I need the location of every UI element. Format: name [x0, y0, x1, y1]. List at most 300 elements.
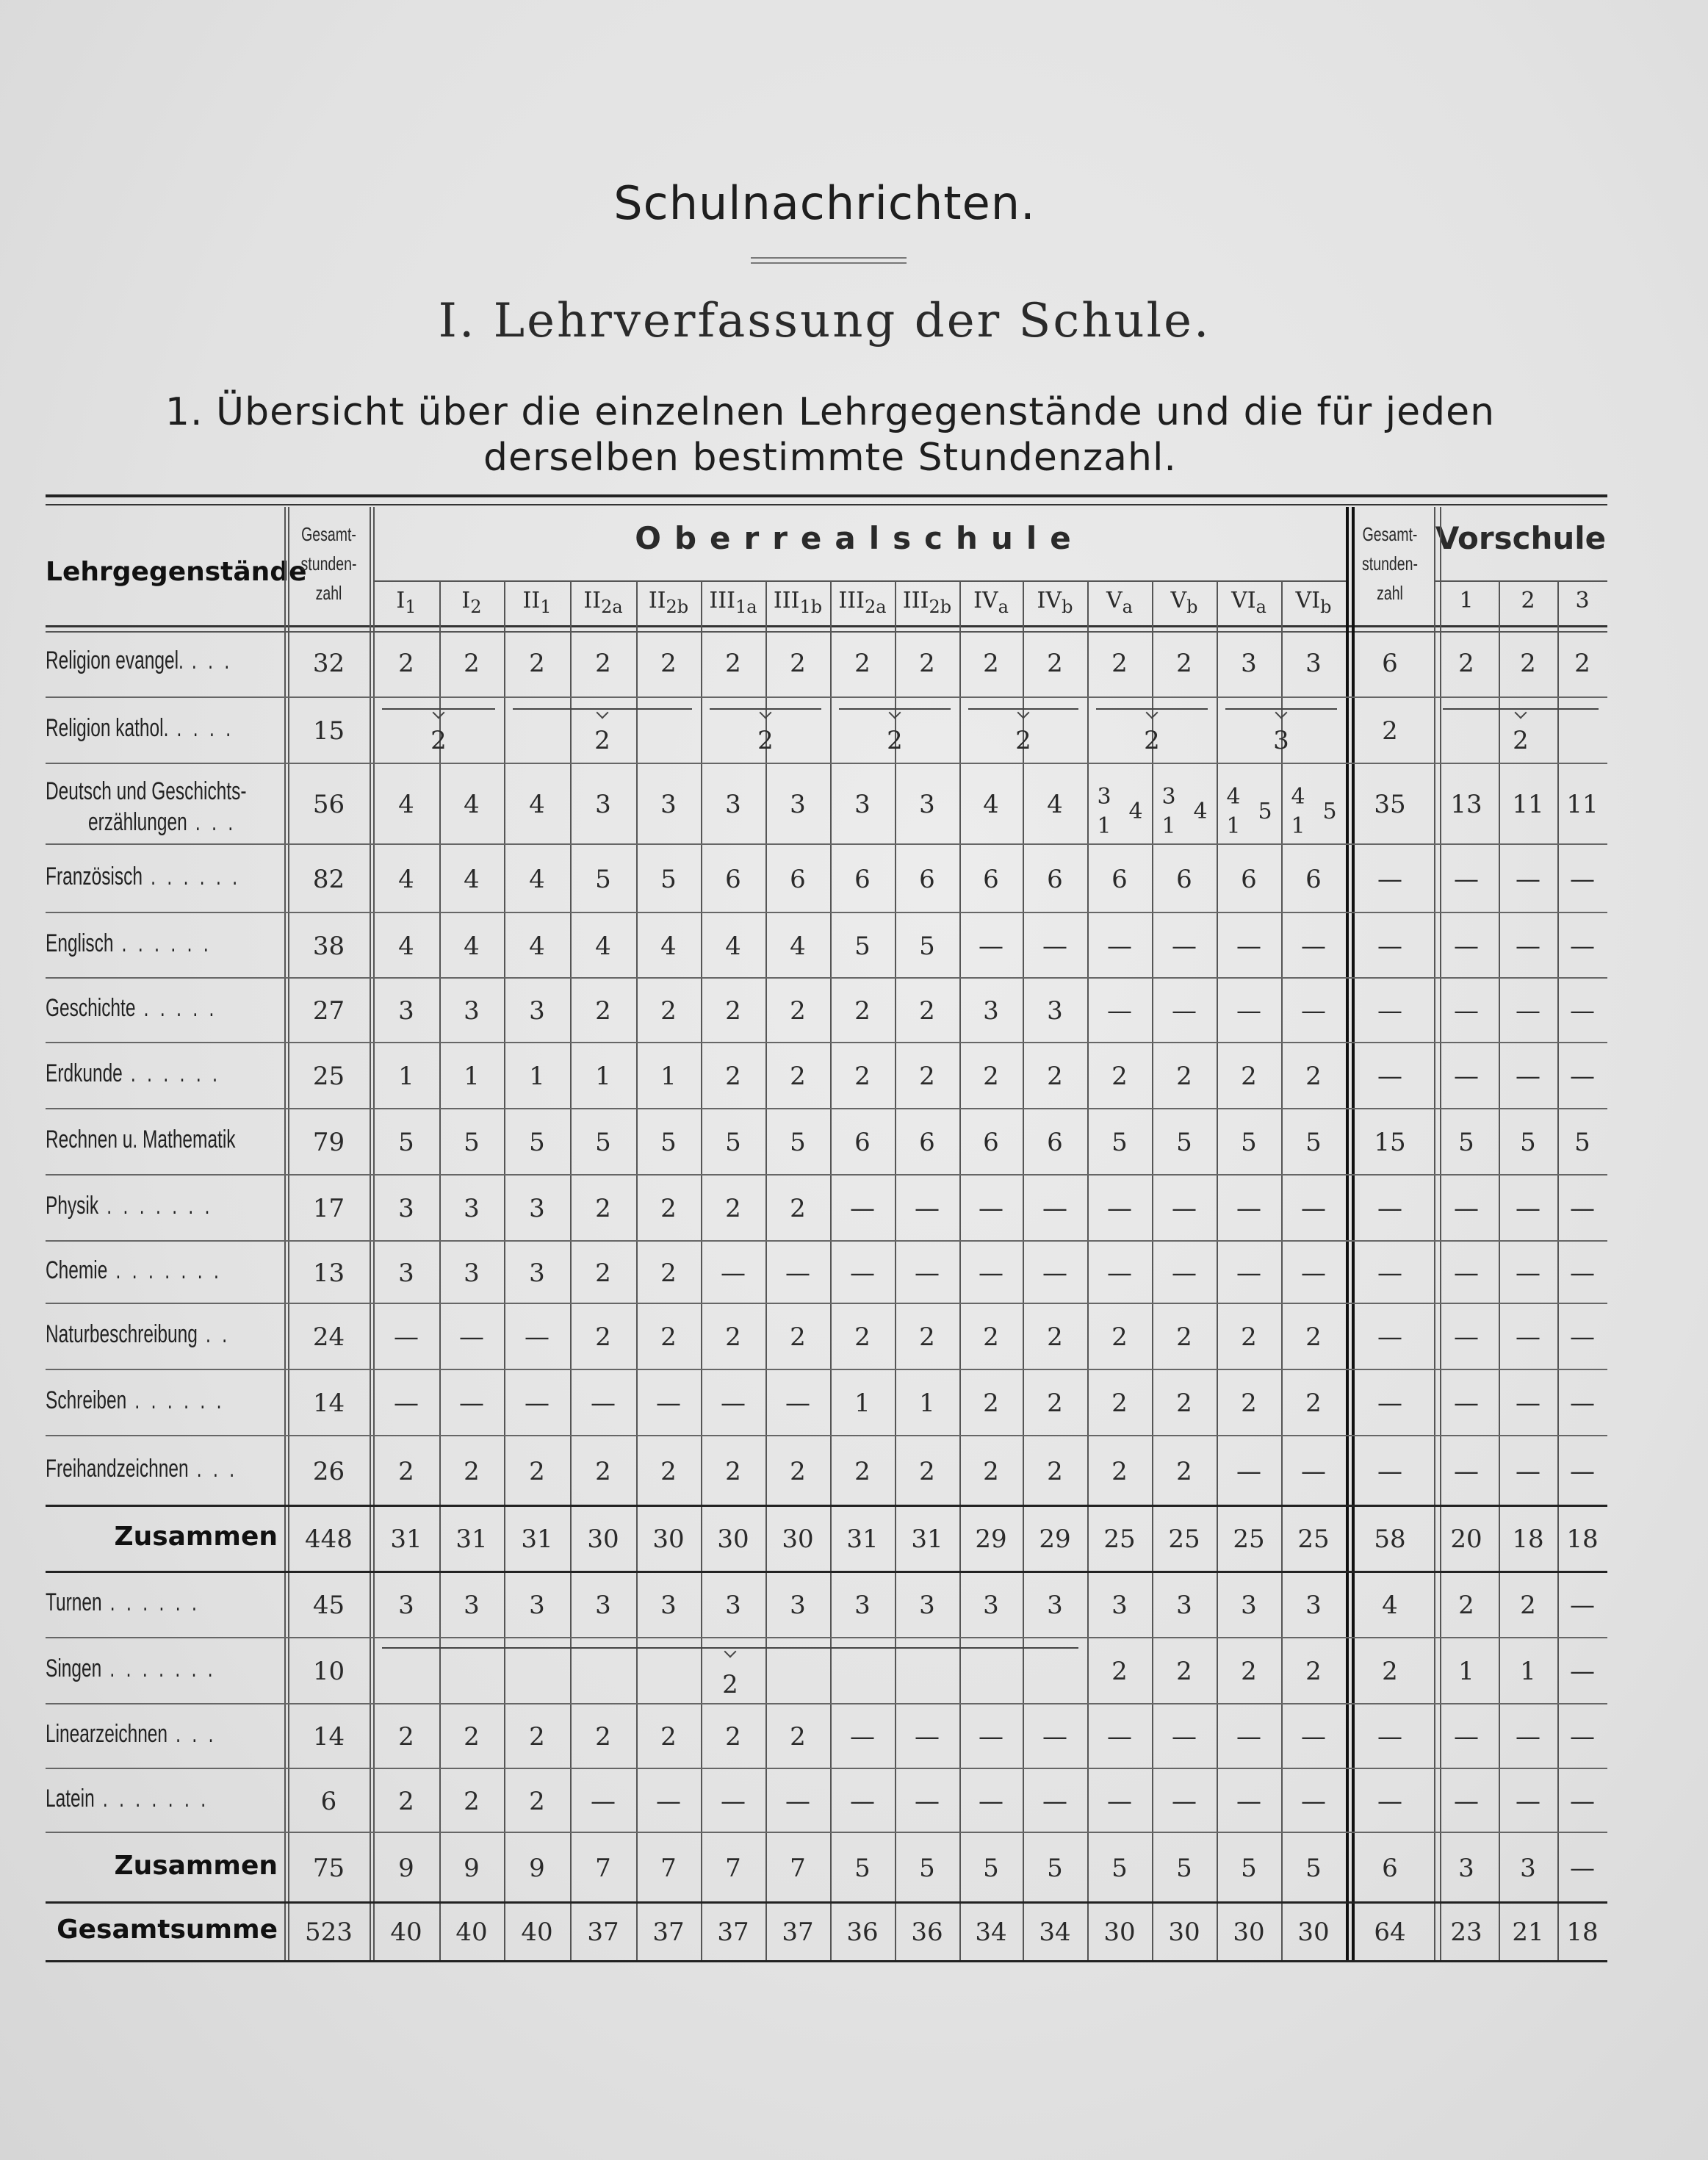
row-cell: 3	[398, 1258, 414, 1288]
row-vorschule-cell: —	[1570, 1456, 1595, 1486]
row-cell: 2	[1176, 1389, 1192, 1418]
row-cell: 3	[790, 790, 806, 819]
row-vorschule-cell: —	[1516, 1062, 1541, 1091]
header-mid-rule	[373, 580, 1346, 582]
row-total: 448	[305, 1524, 353, 1554]
row-cell: 3	[1305, 648, 1322, 678]
row-cell: 37	[717, 1918, 749, 1947]
row-subject	[46, 1720, 215, 1749]
row-cell: 30	[1103, 1918, 1136, 1947]
row-cell: 30	[1233, 1918, 1265, 1947]
class-sub: 1	[405, 597, 417, 617]
row-vorschule-total: —	[1377, 1786, 1402, 1816]
row-total: 24	[312, 1322, 345, 1352]
row-rule	[46, 1571, 1607, 1573]
row-vorschule-cell: 5	[1458, 1128, 1474, 1157]
row-cell: 2	[1111, 1389, 1128, 1418]
row-cell: 3	[725, 1591, 741, 1620]
class-header	[1087, 588, 1152, 617]
row-total: 14	[312, 1389, 345, 1418]
row-vorschule-total: —	[1377, 1456, 1402, 1486]
row-cell: 2	[660, 996, 677, 1026]
row-cell: 30	[717, 1524, 749, 1554]
row-cell: —	[979, 1786, 1003, 1816]
row-cell: —	[394, 1322, 419, 1352]
row-vorschule-cell: —	[1570, 1062, 1595, 1091]
subject-text: Freihandzeichnen	[46, 1454, 189, 1483]
row-vorschule-cell: 21	[1512, 1918, 1544, 1947]
row-cell: —	[1236, 996, 1261, 1026]
row-cell: 4	[529, 790, 545, 819]
row-vorschule-cell: —	[1570, 1722, 1595, 1752]
row-cell: 5	[595, 864, 611, 894]
row-cell: 2	[1305, 1389, 1322, 1418]
row-vorschule-cell: —	[1454, 1258, 1479, 1288]
row-cell: 3	[595, 1591, 611, 1620]
row-cell: 2	[919, 1456, 935, 1486]
row-cell: —	[1236, 1194, 1261, 1223]
row-cell: 6	[1047, 864, 1063, 894]
row-subject	[46, 1655, 215, 1683]
row-cell: 2	[1305, 1657, 1322, 1686]
row-subject	[46, 862, 241, 891]
row-vorschule-cell: 5	[1574, 1128, 1590, 1157]
row-vorschule-cell: —	[1516, 1389, 1541, 1418]
row-cell: 1	[464, 1062, 480, 1091]
row-total: 14	[312, 1722, 345, 1752]
row-vorschule-cell: —	[1570, 1657, 1595, 1686]
title-rule	[751, 257, 907, 264]
row-cell: 2	[1111, 1062, 1128, 1091]
row-vorschule-total: 64	[1374, 1918, 1406, 1947]
row-cell: 2	[595, 1194, 611, 1223]
row-cell: 37	[587, 1918, 619, 1947]
row-cell: 2	[660, 648, 677, 678]
deutsch-split-c: 4	[1193, 799, 1208, 824]
row-subject	[46, 1785, 215, 1813]
row-cell: —	[1107, 931, 1132, 961]
row-vorschule-total: —	[1377, 1062, 1402, 1091]
class-base: I	[461, 588, 471, 613]
row-cell: 2	[660, 1194, 677, 1223]
class-base: VI	[1295, 588, 1321, 613]
row-cell: —	[979, 1258, 1003, 1288]
row-cell: 6	[854, 1128, 871, 1157]
row-rule	[46, 1174, 1607, 1176]
class-header	[701, 588, 765, 617]
row-cell: —	[721, 1786, 746, 1816]
row-cell: 4	[464, 864, 480, 894]
subject-text: Geschichte	[46, 994, 136, 1022]
class-sub: a	[1122, 597, 1133, 617]
row-cell: —	[394, 1389, 419, 1418]
row-cell: —	[850, 1786, 875, 1816]
row-cell: 2	[1176, 1062, 1192, 1091]
row-vorschule-cell: —	[1516, 1258, 1541, 1288]
row-cell: —	[1107, 1258, 1132, 1288]
row-cell: 2	[790, 648, 806, 678]
row-cell: 5	[725, 1128, 741, 1157]
row-rule	[46, 1108, 1607, 1109]
row-vorschule-cell: 18	[1566, 1918, 1599, 1947]
row-cell: 6	[1047, 1128, 1063, 1157]
row-cell: 2	[854, 1322, 871, 1352]
subject-text: Turnen	[46, 1588, 102, 1616]
class-base: IV	[1037, 588, 1062, 613]
row-cell: 1	[919, 1389, 935, 1418]
row-cell: —	[721, 1258, 746, 1288]
row-cell: 5	[529, 1128, 545, 1157]
subject-text: Religion kathol.	[46, 714, 169, 742]
row-cell: 2	[725, 648, 741, 678]
class-header	[1217, 588, 1281, 617]
header-vtotal-line: zahl	[1377, 582, 1403, 604]
row-cell: 6	[1176, 864, 1192, 894]
row-cell: 2	[854, 996, 871, 1026]
class-header	[570, 588, 636, 617]
row-total: 56	[312, 790, 345, 819]
leader-dots: . . . . . . .	[107, 1256, 223, 1284]
row-cell: 3	[1111, 1591, 1128, 1620]
row-cell: —	[1042, 1194, 1067, 1223]
row-cell: 2	[1176, 1322, 1192, 1352]
row-cell: 2	[464, 1722, 480, 1752]
row-cell: 6	[1111, 864, 1128, 894]
row-cell: 2	[790, 1722, 806, 1752]
row-subject	[46, 1126, 236, 1154]
deutsch-split-a: 3	[1097, 784, 1111, 810]
subject-text: Englisch	[46, 929, 114, 957]
class-sub: 1	[540, 597, 552, 617]
row-cell: 2	[1241, 1322, 1257, 1352]
row-rule	[46, 912, 1607, 913]
row-vorschule-cell: —	[1454, 931, 1479, 961]
row-subject	[46, 1192, 215, 1220]
row-cell: 3	[790, 1591, 806, 1620]
row-cell: 30	[652, 1524, 685, 1554]
row-cell: —	[850, 1722, 875, 1752]
header-vtotal-line: Gesamt-	[1362, 523, 1418, 545]
class-header	[959, 588, 1023, 617]
row-subject-bold: Gesamtsumme	[57, 1915, 278, 1945]
row-cell: 5	[854, 931, 871, 961]
header-total-line: Gesamt-	[301, 523, 356, 545]
row-cell: 30	[587, 1524, 619, 1554]
row-vorschule-total: 15	[1374, 1128, 1406, 1157]
row-cell: 2	[790, 996, 806, 1026]
row-cell: —	[915, 1786, 940, 1816]
row-cell: 40	[455, 1918, 488, 1947]
row-cell: —	[850, 1258, 875, 1288]
row-cell: 34	[975, 1918, 1007, 1947]
row-total: 15	[312, 716, 345, 746]
row-cell: 3	[529, 1591, 545, 1620]
row-cell: 2	[919, 1062, 935, 1091]
row-vorschule-total: 2	[1382, 1657, 1398, 1686]
row-vorschule-cell: —	[1454, 1786, 1479, 1816]
row-subject	[46, 1386, 225, 1415]
row-cell: 31	[846, 1524, 879, 1554]
kathol-brace	[710, 708, 821, 720]
row-cell: —	[1042, 1258, 1067, 1288]
header-bottom-rule	[46, 625, 1607, 627]
row-cell: 1	[595, 1062, 611, 1091]
row-cell: 36	[846, 1918, 879, 1947]
row-cell: 2	[725, 1062, 741, 1091]
row-cell: 5	[1176, 1128, 1192, 1157]
row-cell: 2	[1111, 648, 1128, 678]
kathol-brace	[1225, 708, 1337, 720]
row-cell: 1	[398, 1062, 414, 1091]
row-cell: 3	[595, 790, 611, 819]
row-cell: 40	[390, 1918, 422, 1947]
row-subject	[46, 1320, 231, 1349]
class-header	[1281, 588, 1346, 617]
row-cell: 2	[660, 1322, 677, 1352]
row-subject	[46, 777, 247, 806]
row-cell: 34	[1039, 1918, 1071, 1947]
row-cell: 2	[398, 1722, 414, 1752]
row-cell: 2	[595, 1258, 611, 1288]
row-cell: 5	[398, 1128, 414, 1157]
leader-dots: . . .	[167, 1720, 217, 1748]
row-cell: 4	[398, 864, 414, 894]
row-cell: —	[525, 1322, 549, 1352]
row-vorschule-total: 6	[1382, 648, 1398, 678]
heading-line-1: 1. Übersicht über die einzelnen Lehrgegenstände und die für jeden	[165, 390, 1496, 434]
leader-dots: . . . . . .	[113, 929, 212, 957]
row-cell: 4	[398, 931, 414, 961]
class-sub: b	[1186, 597, 1198, 617]
row-cell: 2	[919, 996, 935, 1026]
row-total: 25	[312, 1062, 345, 1091]
row-vorschule-cell: —	[1570, 1258, 1595, 1288]
row-cell: 2	[854, 648, 871, 678]
row-cell: —	[785, 1389, 810, 1418]
row-cell: 2	[595, 1722, 611, 1752]
row-cell: 3	[464, 996, 480, 1026]
deutsch-split-b: 1	[1161, 813, 1176, 839]
row-vorschule-total: —	[1377, 864, 1402, 894]
row-cell: 2	[595, 648, 611, 678]
row-cell: 2	[983, 1062, 999, 1091]
class-base: VI	[1231, 588, 1256, 613]
row-cell: —	[1301, 1456, 1326, 1486]
row-cell: 9	[398, 1853, 414, 1883]
row-cell: 5	[983, 1853, 999, 1883]
row-cell: 6	[919, 864, 935, 894]
row-cell: —	[850, 1194, 875, 1223]
row-cell: —	[915, 1194, 940, 1223]
row-subject-bold: Zusammen	[114, 1522, 278, 1552]
kathol-brace	[1096, 708, 1208, 720]
subject-text: Linearzeichnen	[46, 1720, 168, 1748]
leader-dots: . . . . . .	[122, 1059, 221, 1087]
kathol-group-value: 2	[1144, 726, 1160, 755]
row-vorschule-cell: 23	[1450, 1918, 1482, 1947]
row-cell: 2	[1047, 1456, 1063, 1486]
row-vorschule-total: —	[1377, 931, 1402, 961]
leader-dots: . . . . . .	[126, 1386, 225, 1414]
class-base: II	[522, 588, 541, 613]
row-cell: 6	[725, 864, 741, 894]
class-header	[636, 588, 701, 617]
row-vorschule-cell: 18	[1512, 1524, 1544, 1554]
row-vorschule-cell: —	[1570, 1389, 1595, 1418]
row-cell: 4	[595, 931, 611, 961]
row-cell: 30	[1297, 1918, 1330, 1947]
row-cell: —	[459, 1322, 484, 1352]
row-cell: 5	[464, 1128, 480, 1157]
row-cell: 3	[983, 996, 999, 1026]
row-cell: 7	[660, 1853, 677, 1883]
row-cell: —	[591, 1786, 616, 1816]
class-sub: 2	[470, 597, 482, 617]
row-cell: 4	[790, 931, 806, 961]
class-sub: 1b	[799, 597, 823, 617]
row-cell: 3	[529, 996, 545, 1026]
row-cell: —	[1236, 1258, 1261, 1288]
row-cell: 3	[398, 996, 414, 1026]
class-header	[765, 588, 830, 617]
row-cell: 3	[529, 1258, 545, 1288]
row-cell: —	[1172, 1194, 1197, 1223]
deutsch-split-b: 1	[1291, 813, 1305, 839]
row-cell: 2	[1111, 1456, 1128, 1486]
row-cell: 25	[1168, 1524, 1200, 1554]
row-cell: 3	[464, 1258, 480, 1288]
subject-text: Singen	[46, 1655, 102, 1682]
row-rule	[46, 1703, 1607, 1704]
row-cell: 5	[919, 931, 935, 961]
row-cell: —	[1236, 1786, 1261, 1816]
row-cell: 5	[595, 1128, 611, 1157]
row-cell: 3	[1047, 1591, 1063, 1620]
kathol-brace	[839, 708, 951, 720]
row-cell: 2	[854, 1456, 871, 1486]
row-cell: 2	[983, 1322, 999, 1352]
row-cell: 6	[1305, 864, 1322, 894]
row-subject	[46, 1256, 223, 1285]
kathol-vorschule-value: 2	[1513, 726, 1529, 755]
row-cell: —	[525, 1389, 549, 1418]
header-bottom-rule2	[46, 631, 1607, 633]
row-vorschule-cell: 1	[1458, 1657, 1474, 1686]
row-cell: 4	[660, 931, 677, 961]
row-cell: 7	[725, 1853, 741, 1883]
row-vorschule-cell: 11	[1566, 790, 1599, 819]
row-cell: 29	[975, 1524, 1007, 1554]
class-base: III	[773, 588, 800, 613]
leader-dots: . . . . . .	[142, 862, 241, 890]
row-cell: 6	[1241, 864, 1257, 894]
row-vorschule-cell: —	[1454, 864, 1479, 894]
vorschule-class-header: 2	[1521, 588, 1535, 613]
class-base: V	[1170, 588, 1187, 613]
row-cell: 4	[464, 931, 480, 961]
row-cell: 2	[529, 648, 545, 678]
header-total-line: stunden-	[300, 552, 357, 575]
row-vorschule-cell: —	[1454, 996, 1479, 1026]
row-vorschule-cell: —	[1516, 1456, 1541, 1486]
row-cell: 2	[919, 1322, 935, 1352]
row-cell: —	[1172, 1722, 1197, 1752]
row-cell: 3	[1305, 1591, 1322, 1620]
row-cell: 2	[1111, 1657, 1128, 1686]
kathol-group-value: 2	[1015, 726, 1031, 755]
row-total: 82	[312, 864, 345, 894]
kathol-brace	[382, 708, 495, 720]
row-vorschule-total: —	[1377, 996, 1402, 1026]
row-cell: 5	[1241, 1128, 1257, 1157]
row-cell: —	[1042, 931, 1067, 961]
header-subject: Lehrgegenstände	[46, 557, 307, 587]
deutsch-split-b: 1	[1226, 813, 1241, 839]
subject-text: Latein	[46, 1784, 95, 1812]
row-cell: 4	[464, 790, 480, 819]
row-cell: 3	[919, 1591, 935, 1620]
row-cell: 31	[455, 1524, 488, 1554]
class-base: I	[396, 588, 406, 613]
row-cell: 31	[390, 1524, 422, 1554]
singen-group-value: 2	[722, 1670, 738, 1699]
class-base: II	[648, 588, 666, 613]
kathol-group-value: 2	[757, 726, 774, 755]
row-cell: 2	[1176, 1657, 1192, 1686]
subject-text: Physik	[46, 1192, 99, 1220]
table-heading	[66, 389, 1594, 480]
row-cell: 36	[911, 1918, 943, 1947]
row-cell: 2	[595, 996, 611, 1026]
row-cell: 2	[398, 648, 414, 678]
row-cell: 7	[595, 1853, 611, 1883]
row-total: 75	[312, 1853, 345, 1883]
subject-text: Naturbeschreibung	[46, 1320, 198, 1348]
row-cell: —	[591, 1389, 616, 1418]
row-vorschule-cell: 2	[1458, 1591, 1474, 1620]
class-header	[504, 588, 570, 617]
row-vorschule-total: 58	[1374, 1524, 1406, 1554]
row-cell: 5	[1305, 1128, 1322, 1157]
row-cell: 2	[1241, 1389, 1257, 1418]
subject-text: Chemie	[46, 1256, 108, 1284]
row-vorschule-total: —	[1377, 1322, 1402, 1352]
row-cell: 5	[790, 1128, 806, 1157]
row-total: 45	[312, 1591, 345, 1620]
heading-line-2: derselben bestimmte Stundenzahl.	[483, 436, 1177, 480]
row-vorschule-cell: —	[1570, 1853, 1595, 1883]
row-vorschule-total: 35	[1374, 790, 1406, 819]
row-cell: 5	[1111, 1853, 1128, 1883]
row-rule	[46, 1505, 1607, 1507]
deutsch-split-b: 1	[1097, 813, 1111, 839]
header-total-line: zahl	[315, 582, 342, 604]
row-vorschule-cell: —	[1516, 1194, 1541, 1223]
row-vorschule-total: —	[1377, 1389, 1402, 1418]
row-cell: —	[1301, 1786, 1326, 1816]
row-cell: 4	[529, 931, 545, 961]
section-title: I. Lehrverfassung der Schule.	[438, 294, 1211, 348]
row-cell: —	[1172, 1786, 1197, 1816]
kathol-brace	[513, 708, 692, 720]
row-cell: 3	[660, 790, 677, 819]
row-cell: 1	[660, 1062, 677, 1091]
row-vorschule-cell: —	[1516, 996, 1541, 1026]
row-cell: 3	[854, 790, 871, 819]
row-cell: —	[1107, 996, 1132, 1026]
row-cell: 2	[725, 996, 741, 1026]
row-rule	[46, 1042, 1607, 1043]
